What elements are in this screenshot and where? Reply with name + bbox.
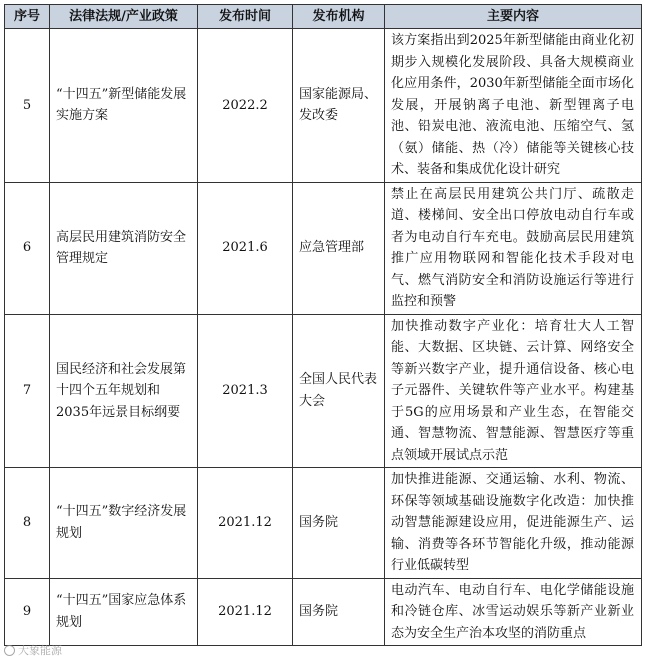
table-row xyxy=(5,29,642,183)
row-release-date: 2021.12 xyxy=(198,578,293,646)
row-policy-name: “十四五”新型储能发展实施方案 xyxy=(50,29,198,183)
row-issuing-agency: 应急管理部 xyxy=(293,182,385,314)
row-policy-name: “十四五”国家应急体系规划 xyxy=(50,578,198,646)
row-index: 5 xyxy=(5,29,50,183)
table-row xyxy=(5,468,642,579)
header-release-date: 发布时间 xyxy=(198,5,293,29)
watermark-text: 大象能源 xyxy=(18,644,62,657)
row-issuing-agency: 国务院 xyxy=(293,468,385,579)
row-issuing-agency: 全国人民代表大会 xyxy=(293,314,385,468)
row-main-content: 禁止在高层民用建筑公共门厅、疏散走道、楼梯间、安全出口停放电动自行车或者为电动自行车充电。鼓励高层民用建筑推广应用物联网和智能化技术手段对电气、燃气消防安全和消防设施运行等进行监控和预警 xyxy=(385,182,642,314)
row-index: 6 xyxy=(5,182,50,314)
watermark xyxy=(4,642,62,658)
row-release-date: 2021.6 xyxy=(198,182,293,314)
row-policy-name: 高层民用建筑消防安全管理规定 xyxy=(50,182,198,314)
row-main-content: 加快推动数字产业化：培育壮大人工智能、大数据、区块链、云计算、网络安全等新兴数字产业，提升通信设备、核心电子元器件、关键软件等产业水平。构建基于5G的应用场景和产业生态，在智能交通、智慧物流、智慧能源、智慧医疗等重点领域开展试点示范 xyxy=(385,314,642,468)
row-main-content: 该方案指出到2025年新型储能由商业化初期步入规模化发展阶段、具备大规模商业化应用条件，2030年新型储能全面市场化发展，开展钠离子电池、新型锂离子电池、铅炭电池、液流电池、压缩空气、氢（氨）储能、热（冷）储能等关键核心技术、装备和集成优化设计研究 xyxy=(385,29,642,183)
row-issuing-agency: 国家能源局、发改委 xyxy=(293,29,385,183)
header-policy-name: 法律法规/产业政策 xyxy=(50,5,198,29)
row-release-date: 2022.2 xyxy=(198,29,293,183)
table-row xyxy=(5,578,642,646)
row-policy-name: 国民经济和社会发展第十四个五年规划和2035年远景目标纲要 xyxy=(50,314,198,468)
policy-table xyxy=(4,4,642,646)
table-header-row xyxy=(5,5,642,29)
table-row xyxy=(5,314,642,468)
table-row xyxy=(5,182,642,314)
row-main-content: 电动汽车、电动自行车、电化学储能设施和冷链仓库、冰雪运动娱乐等新产业新业态为安全生产治本攻坚的消防重点 xyxy=(385,578,642,646)
header-issuing-agency: 发布机构 xyxy=(293,5,385,29)
watermark-logo-icon xyxy=(4,645,15,656)
row-release-date: 2021.12 xyxy=(198,468,293,579)
row-release-date: 2021.3 xyxy=(198,314,293,468)
row-policy-name: “十四五”数字经济发展规划 xyxy=(50,468,198,579)
header-main-content: 主要内容 xyxy=(385,5,642,29)
row-index: 7 xyxy=(5,314,50,468)
header-index: 序号 xyxy=(5,5,50,29)
row-index: 8 xyxy=(5,468,50,579)
row-issuing-agency: 国务院 xyxy=(293,578,385,646)
row-main-content: 加快推进能源、交通运输、水利、物流、环保等领域基础设施数字化改造：加快推动智慧能源建设应用，促进能源生产、运输、消费等各环节智能化升级，推动能源行业低碳转型 xyxy=(385,468,642,579)
row-index: 9 xyxy=(5,578,50,646)
